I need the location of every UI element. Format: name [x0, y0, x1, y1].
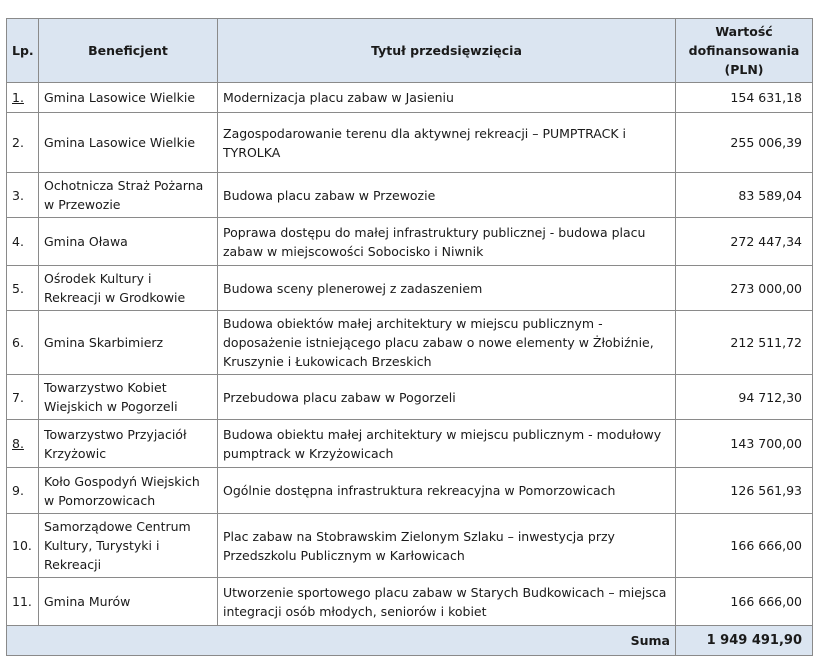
header-beneficjent: Beneficjent	[39, 19, 218, 83]
row-lp: 4.	[7, 218, 39, 266]
row-lp: 9.	[7, 468, 39, 514]
table-row	[7, 266, 813, 311]
row-lp: 10.	[7, 514, 39, 578]
row-tytul: Utworzenie sportowego placu zabaw w Starych Budkowicach – miejsca integracji osób młodych, seniorów i kobiet	[218, 578, 676, 626]
row-wartosc: 94 712,30	[676, 375, 813, 420]
table-row	[7, 514, 813, 578]
row-tytul: Budowa placu zabaw w Przewozie	[218, 173, 676, 218]
row-lp: 2.	[7, 113, 39, 173]
row-wartosc: 272 447,34	[676, 218, 813, 266]
row-beneficjent: Gmina Lasowice Wielkie	[39, 83, 218, 113]
table-row	[7, 218, 813, 266]
row-tytul: Modernizacja placu zabaw w Jasieniu	[218, 83, 676, 113]
row-beneficjent: Towarzystwo Przyjaciół Krzyżowic	[39, 420, 218, 468]
row-tytul: Ogólnie dostępna infrastruktura rekreacyjna w Pomorzowicach	[218, 468, 676, 514]
row-wartosc: 273 000,00	[676, 266, 813, 311]
row-tytul: Plac zabaw na Stobrawskim Zielonym Szlaku – inwestycja przy Przedszkolu Publicznym w Karłowicach	[218, 514, 676, 578]
row-wartosc: 126 561,93	[676, 468, 813, 514]
summary-row	[7, 626, 813, 656]
row-lp: 3.	[7, 173, 39, 218]
grants-table	[6, 18, 813, 656]
row-tytul: Zagospodarowanie terenu dla aktywnej rekreacji – PUMPTRACK i TYROLKA	[218, 113, 676, 173]
row-beneficjent: Gmina Lasowice Wielkie	[39, 113, 218, 173]
row-tytul: Przebudowa placu zabaw w Pogorzeli	[218, 375, 676, 420]
header-lp: Lp.	[7, 19, 39, 83]
summary-label: Suma	[7, 626, 676, 656]
table-row	[7, 375, 813, 420]
row-beneficjent: Ochotnicza Straż Pożarna w Przewozie	[39, 173, 218, 218]
row-wartosc: 83 589,04	[676, 173, 813, 218]
row-lp: 7.	[7, 375, 39, 420]
row-wartosc: 166 666,00	[676, 514, 813, 578]
row-tytul: Budowa obiektu małej architektury w miejscu publicznym - modułowy pumptrack w Krzyżowicach	[218, 420, 676, 468]
row-wartosc: 143 700,00	[676, 420, 813, 468]
table-row	[7, 83, 813, 113]
header-tytul: Tytuł przedsięwzięcia	[218, 19, 676, 83]
header-row	[7, 19, 813, 83]
row-beneficjent: Gmina Murów	[39, 578, 218, 626]
row-beneficjent: Towarzystwo Kobiet Wiejskich w Pogorzeli	[39, 375, 218, 420]
table-row	[7, 311, 813, 375]
header-wartosc-line1: Wartość	[715, 24, 773, 39]
row-lp: 8.	[7, 420, 39, 468]
summary-value: 1 949 491,90	[676, 626, 813, 656]
row-lp: 6.	[7, 311, 39, 375]
row-wartosc: 255 006,39	[676, 113, 813, 173]
row-wartosc: 212 511,72	[676, 311, 813, 375]
row-wartosc: 166 666,00	[676, 578, 813, 626]
row-wartosc: 154 631,18	[676, 83, 813, 113]
row-tytul: Poprawa dostępu do małej infrastruktury publicznej - budowa placu zabaw w miejscowości Sobocisko i Niwnik	[218, 218, 676, 266]
row-lp: 5.	[7, 266, 39, 311]
table-row	[7, 173, 813, 218]
table-row	[7, 468, 813, 514]
row-lp: 1.	[7, 83, 39, 113]
row-beneficjent: Koło Gospodyń Wiejskich w Pomorzowicach	[39, 468, 218, 514]
row-lp: 11.	[7, 578, 39, 626]
table-row	[7, 420, 813, 468]
row-beneficjent: Gmina Oława	[39, 218, 218, 266]
row-tytul: Budowa obiektów małej architektury w miejscu publicznym - doposażenie istniejącego placu zabaw o nowe elementy w Żłobiźnie, Kruszynie i Łukowicach Brzeskich	[218, 311, 676, 375]
row-tytul: Budowa sceny plenerowej z zadaszeniem	[218, 266, 676, 311]
header-wartosc-line3: (PLN)	[724, 62, 764, 77]
header-wartosc	[676, 19, 813, 83]
row-beneficjent: Gmina Skarbimierz	[39, 311, 218, 375]
table-row	[7, 578, 813, 626]
row-beneficjent: Ośrodek Kultury i Rekreacji w Grodkowie	[39, 266, 218, 311]
header-wartosc-line2: dofinansowania	[688, 43, 800, 58]
row-beneficjent: Samorządowe Centrum Kultury, Turystyki i Rekreacji	[39, 514, 218, 578]
table-row	[7, 113, 813, 173]
